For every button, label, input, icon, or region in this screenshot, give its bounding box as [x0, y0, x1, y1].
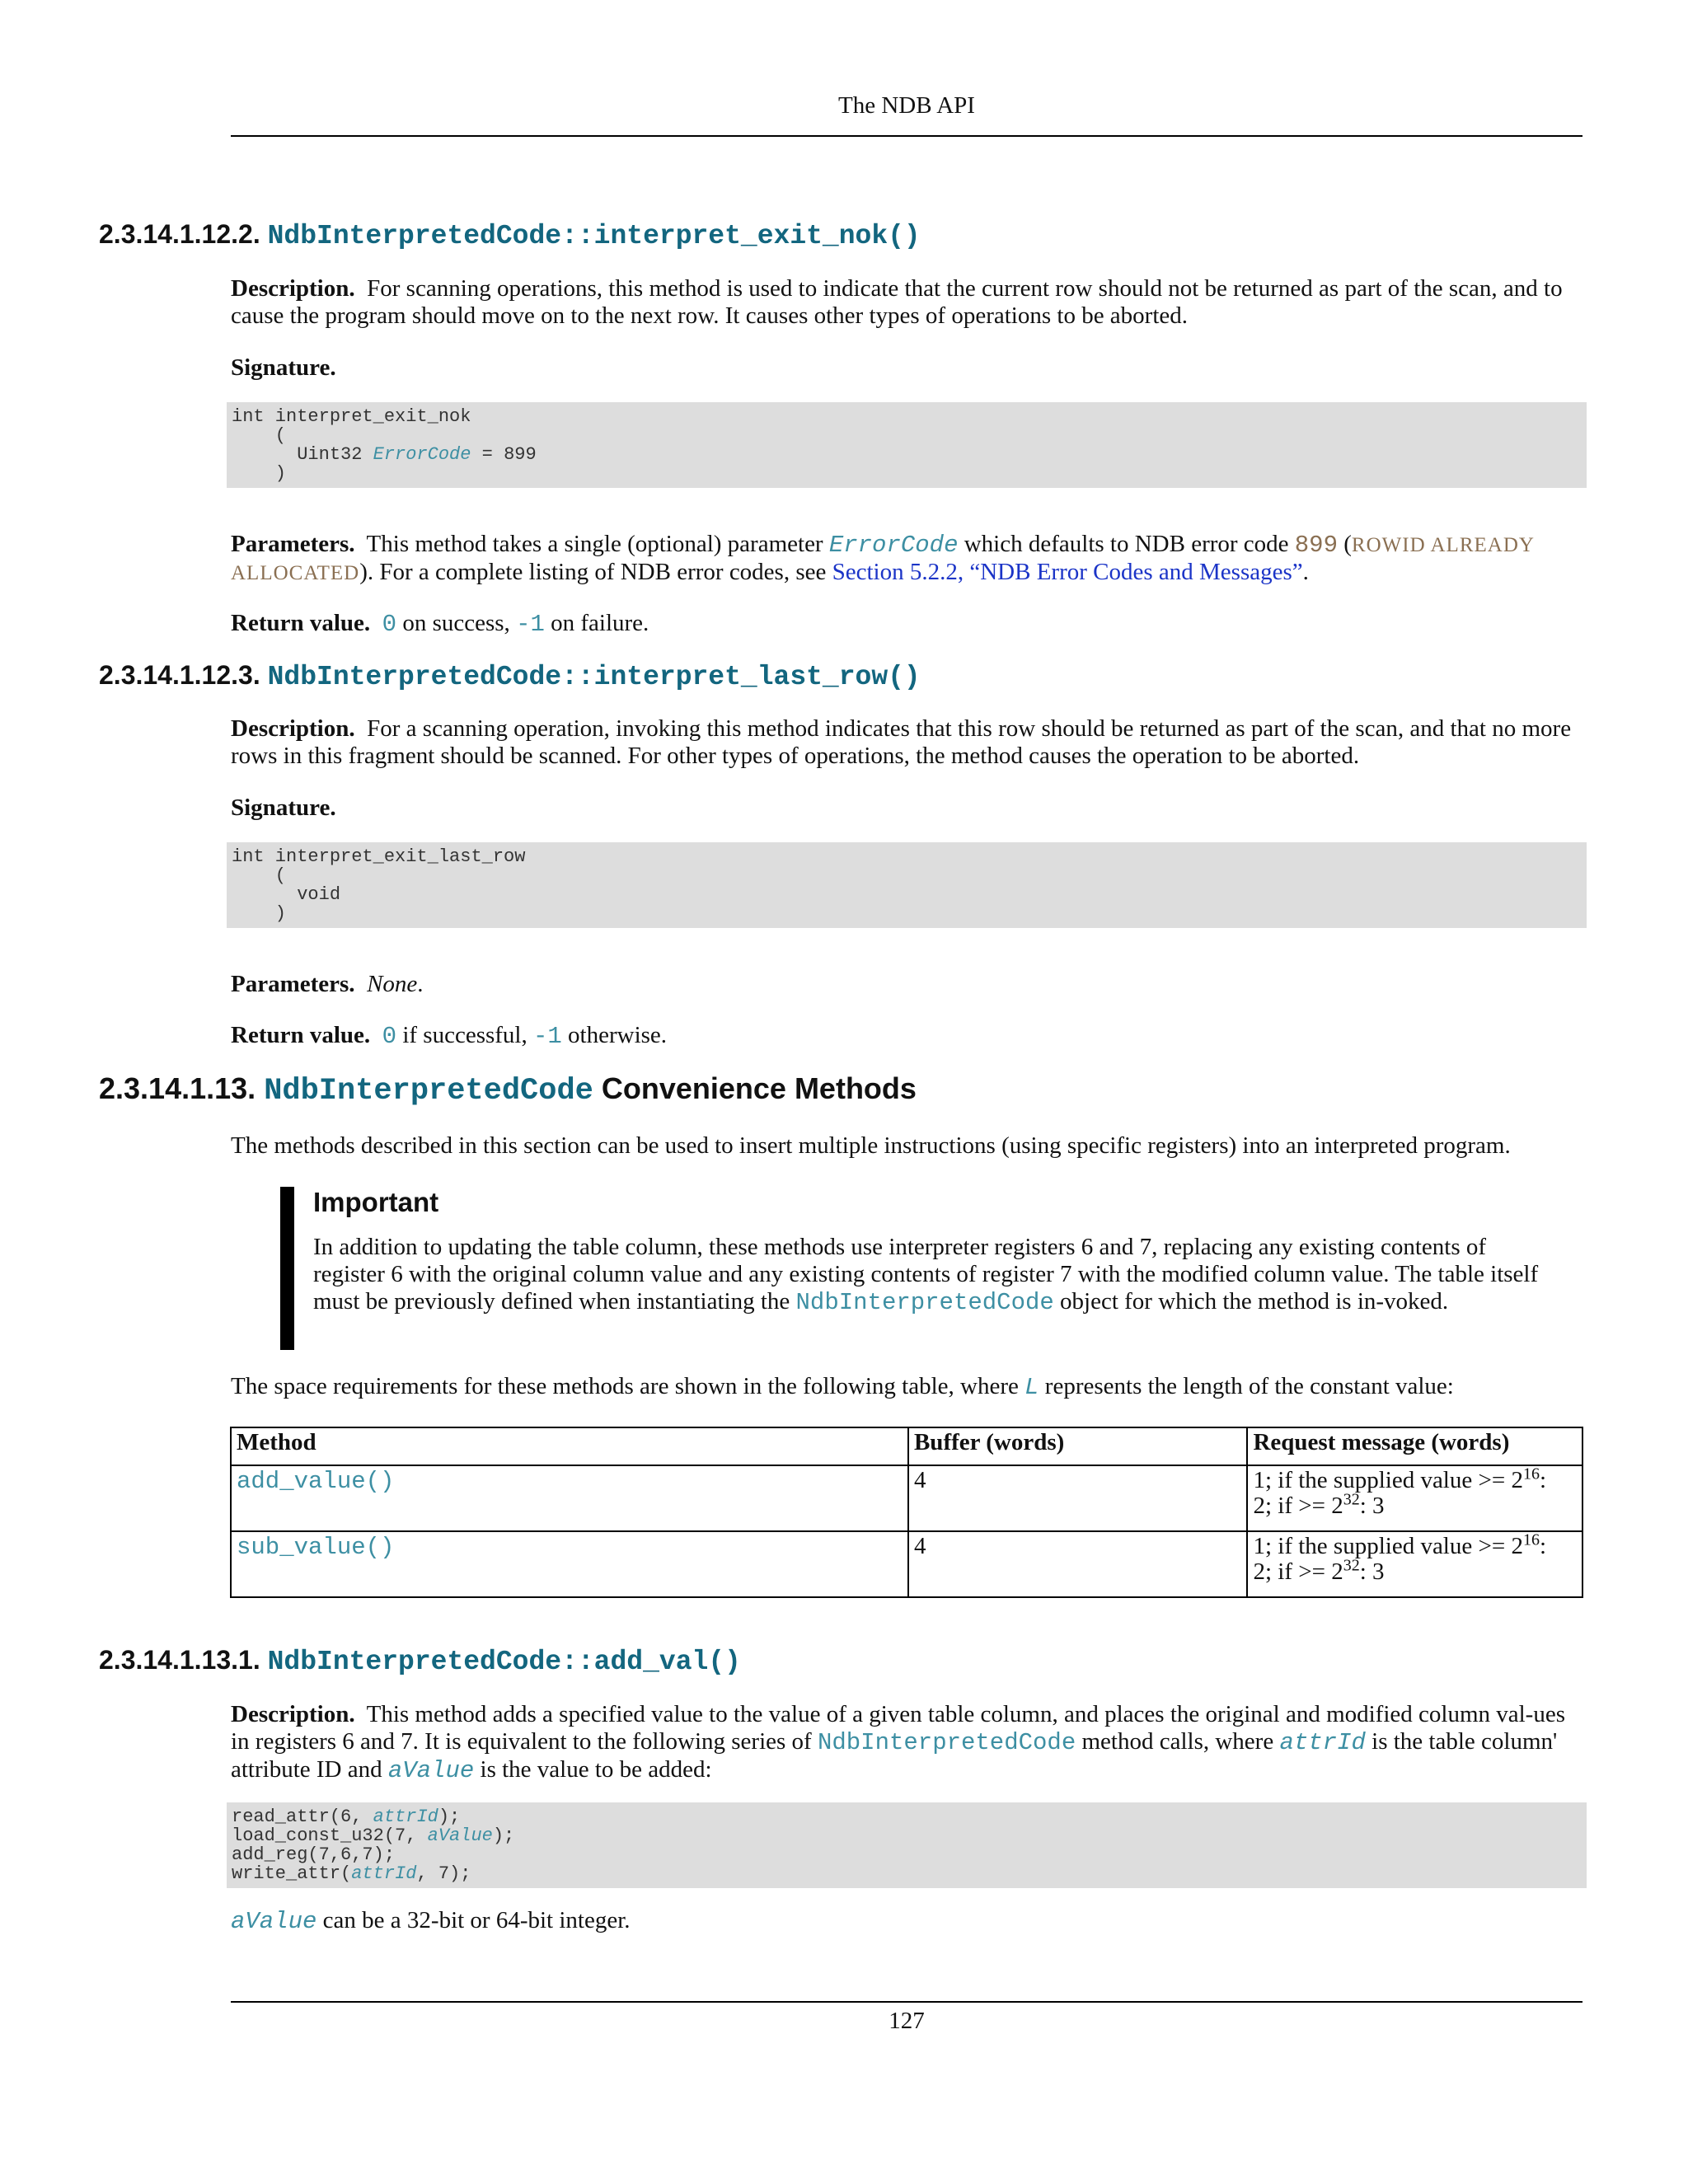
space-requirements-table [230, 1427, 1583, 1598]
column-header: Method [231, 1427, 908, 1465]
add-value-link[interactable]: add_value() [237, 1468, 395, 1495]
running-header: The NDB API [838, 92, 975, 119]
return-zero: 0 [382, 611, 397, 638]
return-minus-one: -1 [532, 1023, 562, 1050]
table-header-row [231, 1427, 1582, 1465]
column-header: Buffer (words) [908, 1427, 1248, 1465]
parameters-none: None [367, 971, 418, 997]
section-title-rest: Convenience Methods [601, 1071, 917, 1105]
signature-label-text: Signature. [231, 354, 336, 381]
code-text: int interpret_exit_last_row ( void ) [232, 846, 526, 924]
description-text: For scanning operations, this method is used to indicate that the current row should not be returned as part of the scan, and to cause the program should move on to the next row. It causes other types of operations to be aborted. [231, 275, 1563, 329]
code-text: read_attr(6, attrId); load_const_u32(7, aValue); add_reg(7,6,7); write_attr(attrId, 7); [232, 1807, 515, 1884]
param-errorcode: ErrorCode [373, 444, 471, 465]
section-api-name: NdbInterpretedCode::add_val() [267, 1647, 741, 1677]
description-paragraph [231, 275, 1582, 330]
column-header: Request message (words) [1247, 1427, 1582, 1465]
return-minus-one: -1 [516, 611, 545, 638]
signature-label [231, 354, 1582, 382]
return-zero: 0 [382, 1023, 397, 1050]
parameters-label: Parameters. [231, 531, 355, 557]
description-paragraph [231, 715, 1582, 770]
avalue-note: aValue can be a 32-bit or 64-bit integer. [231, 1907, 631, 1935]
description-label: Description. [231, 1701, 355, 1727]
ndbinterpretedcode-link[interactable]: NdbInterpretedCode [817, 1729, 1076, 1756]
section-heading-add-val [99, 1645, 741, 1677]
request-cell: 1; if the supplied value >= $2^{16}$: 2; if >= $2^{32}$: 3 [1247, 1531, 1582, 1597]
admonition-bar [280, 1187, 294, 1350]
section-heading-convenience-methods [99, 1071, 917, 1108]
error-name: ROWID ALREADY ALLOCATED [231, 534, 1535, 584]
description-label: Description. [231, 275, 355, 302]
important-title: Important [313, 1187, 439, 1217]
parameters-label: Parameters. [231, 971, 355, 997]
signature-label [231, 794, 1582, 822]
code-text: int interpret_exit_nok ( Uint32 ErrorCode = 899 ) [232, 406, 537, 484]
buffer-cell: 4 [908, 1465, 1248, 1531]
parameters-paragraph: Parameters. This method takes a single (optional) parameter ErrorCode which defaults to NDB error code 899 (ROWID ALREADY ALLOCATED). For a complete listing of NDB error codes, see Section 5.2.2, “NDB Error Codes and Messages”. [231, 531, 1535, 585]
intro-paragraph: The methods described in this section can be used to insert multiple instructions (using specific registers) into an interpreted program. [231, 1132, 1511, 1159]
ndbinterpretedcode-link[interactable]: NdbInterpretedCode [795, 1289, 1054, 1316]
add-val-code-block [227, 1802, 1587, 1888]
return-value-label: Return value. [231, 610, 371, 636]
description-text: For a scanning operation, invoking this method indicates that this row should be returned as part of the scan, and that no more rows in this fragment should be scanned. For other types of operations, the method causes the operation to be aborted. [231, 715, 1572, 769]
section-number: 2.3.14.1.13.1. [99, 1645, 260, 1675]
section-heading-interpret-exit-nok [99, 219, 921, 251]
header-rule [231, 135, 1582, 137]
space-requirements-paragraph: The space requirements for these methods are shown in the following table, where L represents the length of the constant value: [231, 1373, 1454, 1401]
parameters-paragraph: Parameters. None. [231, 971, 424, 997]
attrid-variable: attrId [1279, 1729, 1366, 1756]
important-admonition [280, 1187, 1550, 1350]
avalue-variable: aValue [231, 1908, 317, 1935]
error-code-literal: 899 [1294, 532, 1338, 559]
errorcode-link[interactable]: ErrorCode [828, 532, 959, 559]
signature-code-block [227, 402, 1587, 488]
ndb-error-codes-link[interactable]: Section 5.2.2, “NDB Error Codes and Messages” [832, 559, 1303, 585]
section-api-name: NdbInterpretedCode::interpret_exit_nok() [267, 221, 921, 251]
section-api-name: NdbInterpretedCode::interpret_last_row() [267, 662, 921, 692]
table-row [231, 1465, 1582, 1531]
description-label: Description. [231, 715, 355, 742]
table-row [231, 1531, 1582, 1597]
length-variable: L [1025, 1374, 1039, 1401]
sub-value-link[interactable]: sub_value() [237, 1534, 395, 1561]
return-value-paragraph: Return value. 0 if successful, -1 otherwise. [231, 1022, 668, 1050]
section-number: 2.3.14.1.12.3. [99, 660, 260, 690]
request-cell: 1; if the supplied value >= $2^{16}$: 2; if >= $2^{32}$: 3 [1247, 1465, 1582, 1531]
section-heading-interpret-last-row [99, 660, 921, 692]
page-number: 127 [889, 2008, 925, 2034]
section-number: 2.3.14.1.13. [99, 1071, 256, 1105]
footer-rule [231, 2001, 1582, 2003]
important-body: In addition to updating the table column, these methods use interpreter registers 6 and 7, replacing any existing contents of register 6 with the original column value and any existing contents of register 7 with the modified column value. The table itself must be previously defined when instantiating the NdbInterpretedCode object for which the method is in-voked. [313, 1234, 1539, 1316]
signature-label-text: Signature. [231, 794, 336, 821]
section-api-name: NdbInterpretedCode [264, 1074, 593, 1108]
buffer-cell: 4 [908, 1531, 1248, 1597]
return-value-label: Return value. [231, 1022, 371, 1048]
signature-code-block [227, 842, 1587, 928]
description-paragraph: Description. This method adds a specified value to the value of a given table column, and places the original and modified column val-ues in registers 6 and 7. It is equivalent to the following series of NdbInterpretedCode method calls, where attrId is the table column' attribute ID and aValue is the value to be added: [231, 1701, 1565, 1784]
return-value-paragraph: Return value. 0 on success, -1 on failure. [231, 610, 649, 638]
avalue-variable: aValue [387, 1757, 475, 1784]
section-number: 2.3.14.1.12.2. [99, 219, 260, 249]
